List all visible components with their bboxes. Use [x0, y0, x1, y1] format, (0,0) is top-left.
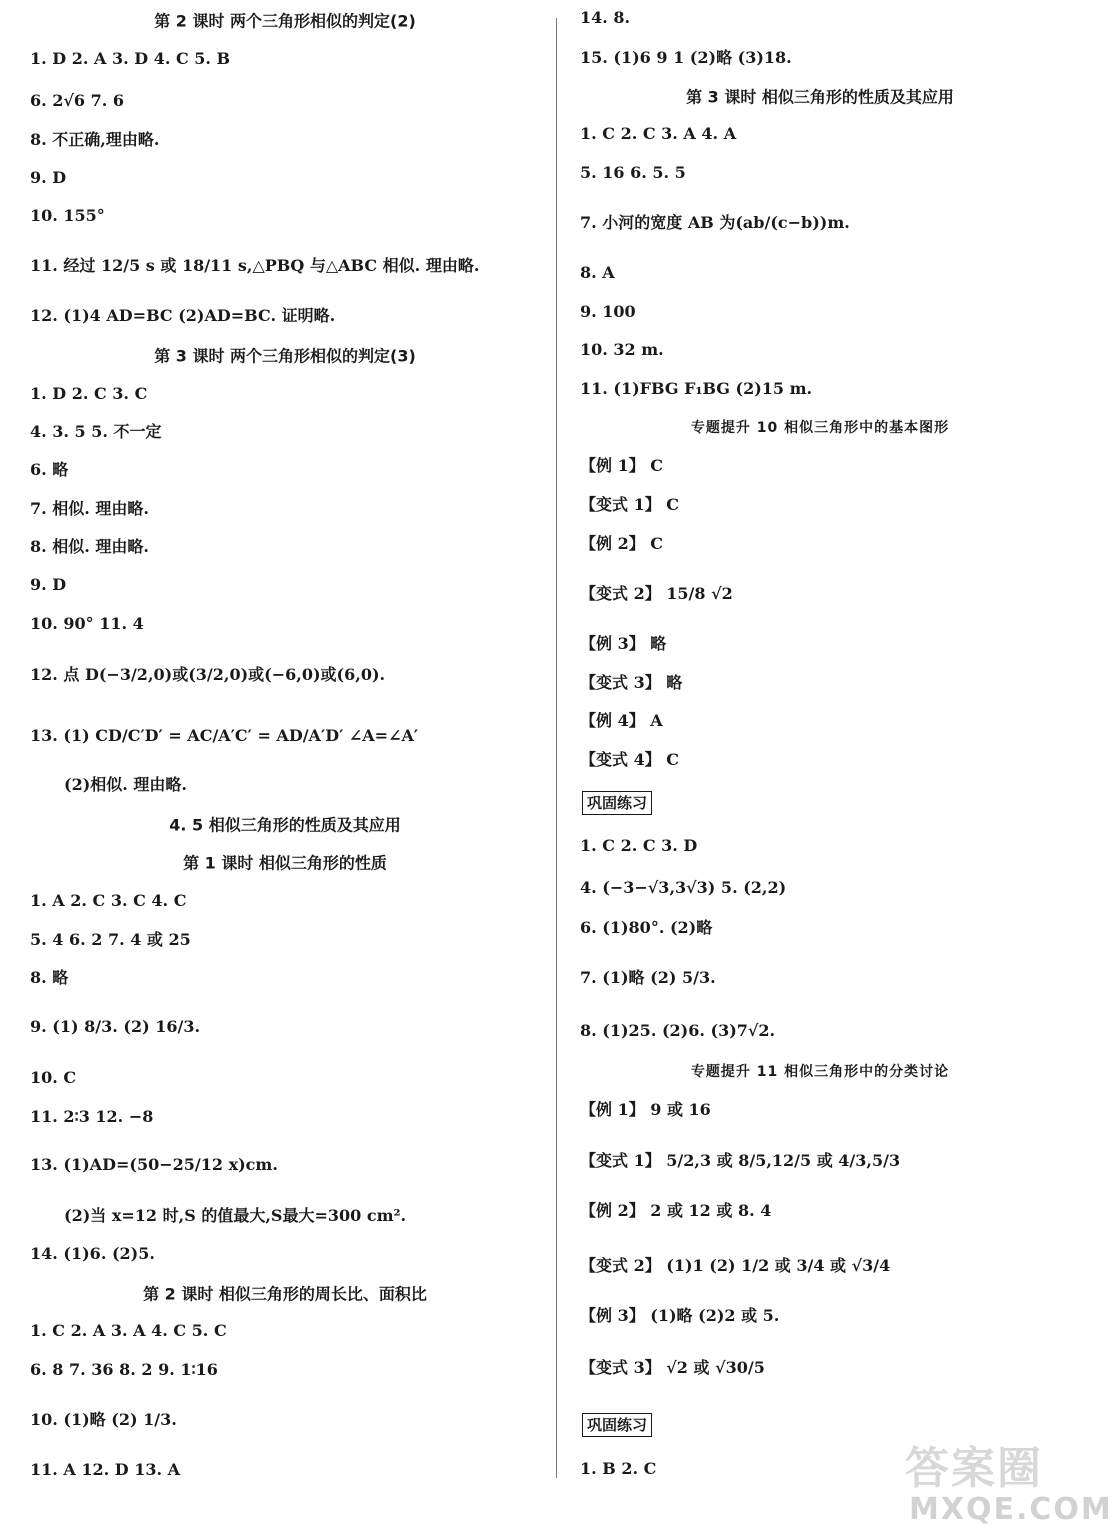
section-heading: 第 3 课时 两个三角形相似的判定(3)	[154, 346, 416, 366]
answer-line: 13. (1) CD/C′D′ = AC/A′C′ = AD/A′D′ ∠A=∠A′	[30, 726, 419, 745]
section-heading: 第 3 课时 相似三角形的性质及其应用	[686, 87, 954, 107]
answer-line: 10. (1)略 (2) 1/3.	[30, 1410, 177, 1429]
answer-line: 【变式 1】 5/2,3 或 8/5,12/5 或 4/3,5/3	[580, 1151, 901, 1170]
answer-line: 【变式 2】 (1)1 (2) 1/2 或 3/4 或 √3/4	[580, 1256, 891, 1275]
section-heading: 专题提升 10 相似三角形中的基本图形	[690, 420, 950, 436]
answer-line: 9. (1) 8/3. (2) 16/3.	[30, 1017, 201, 1036]
section-heading: 第 2 课时 两个三角形相似的判定(2)	[154, 11, 416, 31]
answer-line: 14. 8.	[580, 8, 631, 27]
answer-line: 13. (1)AD=(50−25/12 x)cm.	[30, 1155, 278, 1174]
answer-line: 【例 3】 略	[580, 634, 667, 653]
answer-line: 9. D	[30, 575, 67, 594]
answer-line: 11. 经过 12/5 s 或 18/11 s,△PBQ 与△ABC 相似. 理由略.	[30, 256, 480, 275]
answer-line: 9. 100	[580, 302, 636, 321]
answer-line: 15. (1)6 9 1 (2)略 (3)18.	[580, 48, 792, 67]
answer-line: 8. 略	[30, 968, 69, 987]
answer-line: 【例 4】 A	[580, 711, 663, 730]
watermark-logo	[905, 1432, 1113, 1532]
answer-line: 【例 1】 C	[580, 456, 664, 475]
answer-line: 6. 略	[30, 460, 69, 479]
answer-line: 【例 1】 9 或 16	[580, 1100, 711, 1119]
answer-line: 1. C 2. A 3. A 4. C 5. C	[30, 1321, 227, 1340]
answer-line: (2)当 x=12 时,S 的值最大,S最大=300 cm².	[64, 1206, 407, 1225]
answer-line: 【例 2】 2 或 12 或 8. 4	[580, 1201, 772, 1220]
answer-line: 12. (1)4 AD=BC (2)AD=BC. 证明略.	[30, 306, 336, 325]
answer-line: 7. 小河的宽度 AB 为(ab/(c−b))m.	[580, 213, 850, 232]
answer-line: 11. A 12. D 13. A	[30, 1460, 181, 1479]
answer-line: 【变式 1】 C	[580, 495, 680, 514]
answer-line: 4. (−3−√3,3√3) 5. (2,2)	[580, 878, 787, 897]
answer-line: 10. 90° 11. 4	[30, 614, 144, 633]
answer-line: 【例 3】 (1)略 (2)2 或 5.	[580, 1306, 780, 1325]
answer-line: 1. D 2. A 3. D 4. C 5. B	[30, 49, 231, 68]
section-heading: 第 2 课时 相似三角形的周长比、面积比	[143, 1284, 427, 1304]
answer-line: 【变式 3】 略	[580, 673, 683, 692]
answer-line: 10. 32 m.	[580, 340, 664, 359]
answer-line: 11. 2∶3 12. −8	[30, 1107, 154, 1126]
answer-line: 【变式 4】 C	[580, 750, 680, 769]
answer-line: 6. (1)80°. (2)略	[580, 918, 713, 937]
watermark-bottom-text: MXQE.COM	[909, 1492, 1113, 1527]
section-heading: 专题提升 11 相似三角形中的分类讨论	[690, 1064, 950, 1080]
section-heading: 4. 5 相似三角形的性质及其应用	[169, 815, 401, 835]
answer-line: 1. B 2. C	[580, 1459, 657, 1478]
answer-line: 4. 3. 5 5. 不一定	[30, 422, 162, 441]
answer-line: 8. A	[580, 263, 615, 282]
answer-line: 【变式 2】 15/8 √2	[580, 584, 733, 603]
answer-line: 6. 2√6 7. 6	[30, 91, 125, 110]
section-heading: 第 1 课时 相似三角形的性质	[183, 853, 387, 873]
answer-line: 1. C 2. C 3. A 4. A	[580, 124, 737, 143]
answer-line: 12. 点 D(−3/2,0)或(3/2,0)或(−6,0)或(6,0).	[30, 665, 386, 684]
answer-line: 1. A 2. C 3. C 4. C	[30, 891, 187, 910]
answer-line: 1. C 2. C 3. D	[580, 836, 698, 855]
answer-line: 【例 2】 C	[580, 534, 664, 553]
answer-line: 【变式 3】 √2 或 √30/5	[580, 1358, 765, 1377]
answer-line: 11. (1)FBG F₁BG (2)15 m.	[580, 379, 813, 398]
answer-line: 10. 155°	[30, 206, 105, 225]
answer-line: (2)相似. 理由略.	[64, 775, 187, 794]
answer-line: 10. C	[30, 1068, 77, 1087]
column-divider	[556, 18, 557, 1478]
answer-line: 14. (1)6. (2)5.	[30, 1244, 155, 1263]
answer-line: 1. D 2. C 3. C	[30, 384, 148, 403]
answer-line: 7. (1)略 (2) 5/3.	[580, 968, 716, 987]
boxed-label: 巩固练习	[582, 791, 652, 815]
answer-line: 5. 16 6. 5. 5	[580, 163, 686, 182]
answer-line: 5. 4 6. 2 7. 4 或 25	[30, 930, 191, 949]
answer-line: 9. D	[30, 168, 67, 187]
watermark-top-text: 答案圈	[905, 1443, 1043, 1494]
boxed-label: 巩固练习	[582, 1413, 652, 1437]
answer-line: 7. 相似. 理由略.	[30, 499, 149, 518]
answer-line: 8. 不正确,理由略.	[30, 130, 160, 149]
answer-line: 6. 8 7. 36 8. 2 9. 1∶16	[30, 1360, 218, 1379]
answer-line: 8. (1)25. (2)6. (3)7√2.	[580, 1021, 776, 1040]
answer-line: 8. 相似. 理由略.	[30, 537, 149, 556]
